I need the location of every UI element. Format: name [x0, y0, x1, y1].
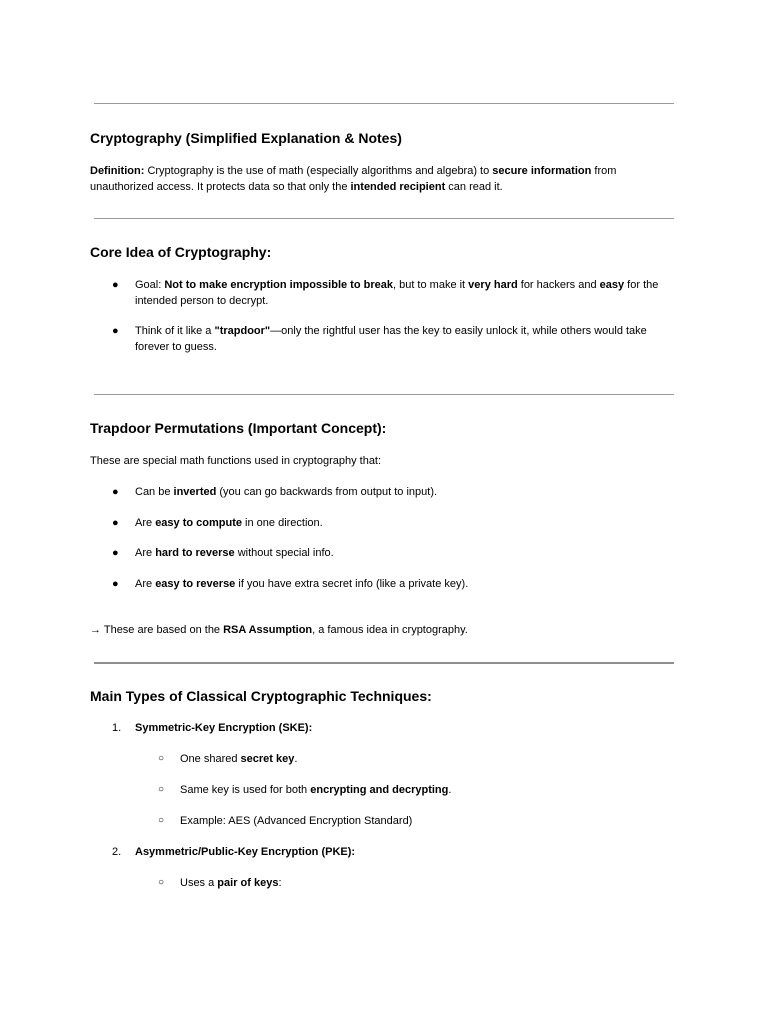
- core-trapdoor-text-1: Think of it like a: [135, 325, 215, 337]
- circle-bullet-icon: ○: [158, 753, 165, 764]
- rsa-note-text-1: → These are based on the: [90, 624, 224, 636]
- trapdoor-item-text: without special info.: [234, 547, 334, 559]
- rsa-note-text-2: , a famous idea in cryptography.: [312, 624, 468, 636]
- definition-text-3: can read it.: [445, 181, 503, 193]
- divider-core: [94, 218, 674, 219]
- definition-paragraph: [90, 163, 680, 195]
- trapdoor-item-text: Are: [135, 547, 156, 559]
- pke-label-text: Asymmetric/Public-Key Encryption (PKE):: [135, 846, 356, 858]
- trapdoor-item-text: (you can go backwards from output to input).: [216, 486, 438, 498]
- trapdoor-item-bold: hard to reverse: [155, 547, 235, 559]
- trapdoor-item-bold: easy to compute: [155, 517, 242, 529]
- bullet-icon: ●: [112, 486, 119, 498]
- trapdoor-item: [135, 484, 680, 500]
- pke-sub-text: :: [278, 877, 282, 889]
- core-trapdoor-bold: "trapdoor": [214, 325, 271, 337]
- bullet-icon: ●: [112, 547, 119, 559]
- types-heading: Main Types of Classical Cryptographic Techniques:: [90, 688, 432, 704]
- ske-sub-bold: secret key: [240, 753, 295, 765]
- trapdoor-item-text: in one direction.: [242, 517, 323, 529]
- core-trapdoor-item: [135, 323, 680, 355]
- ske-sub-item: [180, 813, 680, 829]
- trapdoor-item-text: Are: [135, 578, 156, 590]
- trapdoor-item-text: Are: [135, 517, 156, 529]
- bullet-icon: ●: [112, 578, 119, 590]
- pke-sub-text: Uses a: [180, 877, 218, 889]
- divider-trapdoor: [94, 394, 674, 395]
- core-trapdoor-text-2: —only the rightful user has the key to easily unlock it, while others would take forever to guess.: [135, 325, 647, 353]
- ske-sub-text: .: [448, 784, 452, 796]
- pke-sub-bold: pair of keys: [217, 877, 279, 889]
- trapdoor-item-bold: easy to reverse: [155, 578, 236, 590]
- circle-bullet-icon: ○: [158, 815, 165, 826]
- pke-label: [135, 844, 680, 860]
- trapdoor-item-text: Can be: [135, 486, 174, 498]
- core-goal-text-3: for hackers and: [517, 279, 600, 291]
- ske-sub-text: .: [294, 753, 298, 765]
- trapdoor-item-text: if you have extra secret info (like a private key).: [235, 578, 469, 590]
- core-goal-bold-3: easy: [599, 279, 625, 291]
- rsa-note-bold: RSA Assumption: [223, 624, 313, 636]
- definition-bold-secure-information: secure information: [492, 165, 592, 177]
- definition-label: Definition:: [90, 165, 145, 177]
- pke-sub-item: [180, 875, 680, 891]
- core-goal-text-4: for the intended person to decrypt.: [135, 279, 659, 307]
- definition-bold-intended-recipient: intended recipient: [350, 181, 446, 193]
- core-goal-bold-2: very hard: [468, 279, 518, 291]
- core-goal-text-1: Goal:: [135, 279, 165, 291]
- core-goal-text-2: , but to make it: [392, 279, 469, 291]
- bullet-icon: ●: [112, 279, 119, 291]
- trapdoor-heading: Trapdoor Permutations (Important Concept):: [90, 420, 387, 436]
- list-number: 1.: [112, 722, 122, 734]
- divider-types: [94, 662, 674, 664]
- core-goal-bold-1: Not to make encryption impossible to break: [164, 279, 393, 291]
- definition-text-1: Cryptography is the use of math (especially algorithms and algebra) to: [144, 165, 493, 177]
- definition-text-2: from unauthorized access. It protects data so that only the: [90, 165, 617, 193]
- ske-sub-text: Same key is used for both: [180, 784, 311, 796]
- circle-bullet-icon: ○: [158, 784, 165, 795]
- core-heading: Core Idea of Cryptography:: [90, 244, 272, 260]
- divider-top: [94, 103, 674, 104]
- list-number: 2.: [112, 846, 122, 858]
- core-goal-item: [135, 277, 680, 309]
- trapdoor-intro: These are special math functions used in cryptography that:: [90, 455, 382, 467]
- ske-sub-item: [180, 782, 680, 798]
- rsa-note: [90, 622, 680, 638]
- trapdoor-item: [135, 515, 680, 531]
- page-title: Cryptography (Simplified Explanation & Notes): [90, 130, 402, 146]
- trapdoor-item: [135, 545, 680, 561]
- ske-label-text: Symmetric-Key Encryption (SKE):: [135, 722, 313, 734]
- ske-label: [135, 720, 680, 736]
- ske-sub-text: One shared: [180, 753, 241, 765]
- ske-sub-bold: encrypting and decrypting: [310, 784, 449, 796]
- trapdoor-item: [135, 576, 680, 592]
- circle-bullet-icon: ○: [158, 877, 165, 888]
- bullet-icon: ●: [112, 325, 119, 337]
- ske-sub-text: Example: AES (Advanced Encryption Standard): [180, 815, 413, 827]
- bullet-icon: ●: [112, 517, 119, 529]
- trapdoor-item-bold: inverted: [173, 486, 217, 498]
- ske-sub-item: [180, 751, 680, 767]
